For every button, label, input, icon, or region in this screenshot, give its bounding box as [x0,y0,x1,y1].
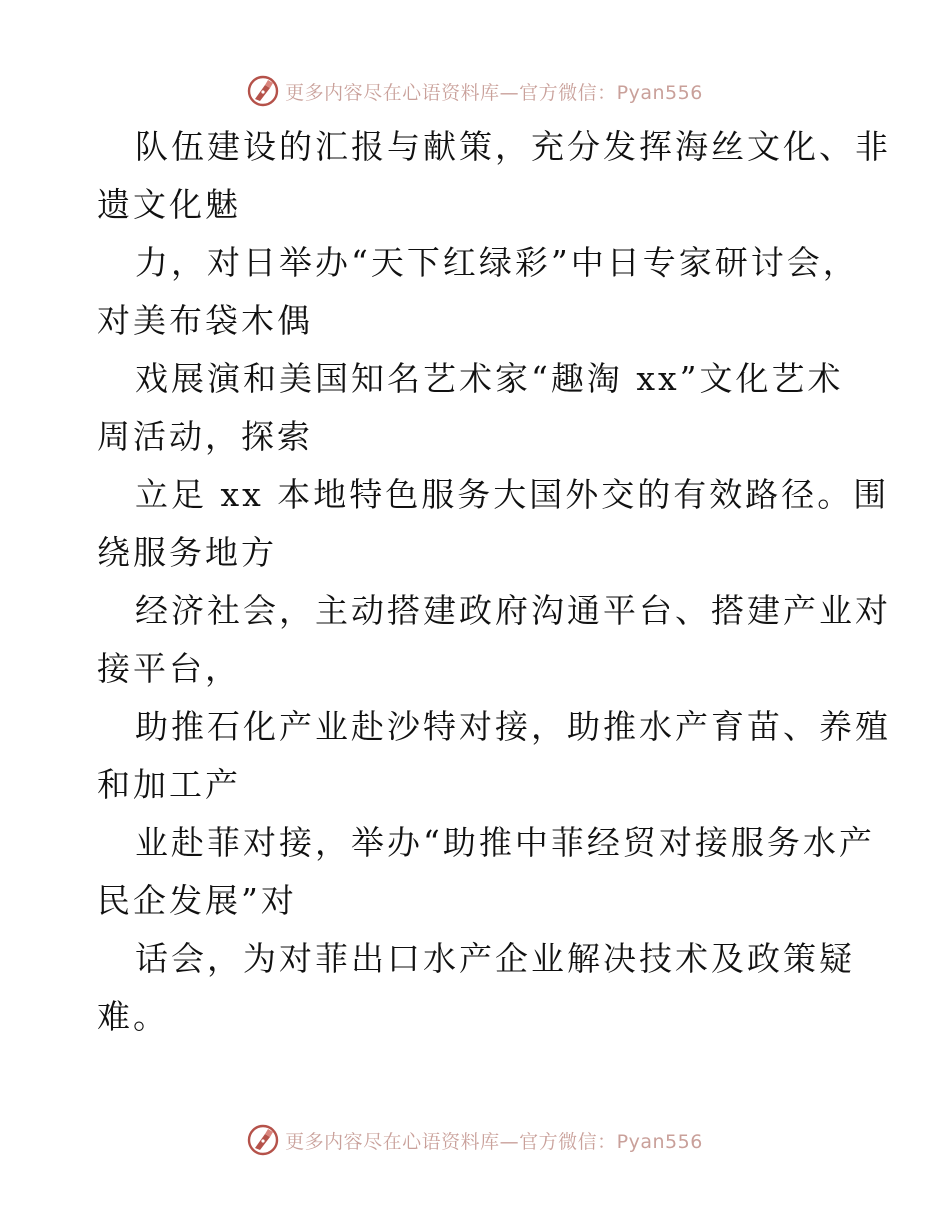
body-line: 和加工产 [97,765,241,804]
watermark-separator: — [499,1130,520,1153]
body-line: 经济社会，主动搭建政府沟通平台、搭建产业对 [135,591,891,630]
body-line: 力，对日举办“天下红绿彩”中日专家研讨会， [135,243,859,282]
body-line: 助推石化产业赴沙特对接，助推水产育苗、养殖 [135,707,891,746]
watermark-text [285,78,703,105]
header-watermark [0,71,950,111]
body-line: 民企发展”对 [97,881,297,920]
body-line: 立足 xx 本地特色服务大国外交的有效路径。围 [135,475,890,514]
body-line: 遗文化魅 [97,185,241,224]
watermark-site-text: 更多内容尽在心语资料库 [285,1130,500,1153]
document-body [97,118,891,1046]
watermark-text [285,1127,703,1154]
watermark-wechat-text: 官方微信：Pyan556 [519,81,703,104]
pen-nib-circle-icon [247,1124,279,1156]
body-line: 队伍建设的汇报与献策，充分发挥海丝文化、非 [135,127,891,166]
body-line: 对美布袋木偶 [97,301,313,340]
body-line: 话会，为对菲出口水产企业解决技术及政策疑 [135,939,855,978]
body-line: 周活动，探索 [97,417,313,456]
body-line: 业赴菲对接，举办“助推中菲经贸对接服务水产 [135,823,875,862]
pen-nib-circle-icon [247,75,279,107]
watermark-site-text: 更多内容尽在心语资料库 [285,81,500,104]
watermark-separator: — [499,81,520,104]
body-line: 戏展演和美国知名艺术家“趣淘 xx”文化艺术 [135,359,844,398]
body-line: 绕服务地方 [97,533,277,572]
body-line: 难。 [97,997,169,1036]
watermark-wechat-text: 官方微信：Pyan556 [519,1130,703,1153]
footer-watermark [0,1120,950,1160]
body-line: 接平台， [97,649,241,688]
